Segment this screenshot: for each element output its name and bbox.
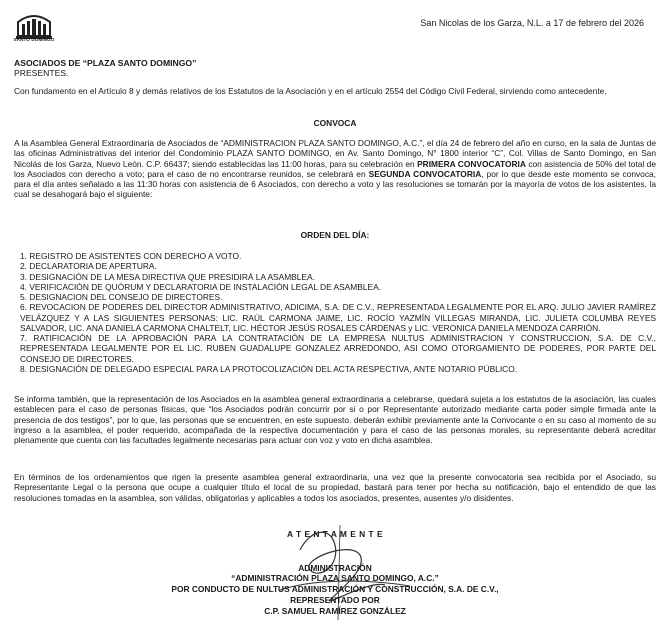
- orden-del-dia-heading: ORDEN DEL DÍA:: [300, 230, 370, 240]
- addressee-name: ASOCIADOS DE “PLAZA SANTO DOMINGO”: [14, 58, 197, 68]
- convocation-text-1: A la Asamblea General Extraordinaria de Asociados de “ADMINISTRACION PLAZA SANTO DOMINGO, A.C.”, el día 24 de febrero del año en curso, en la sala de Juntas de las oficinas Administrativas del interior del Condominio PLAZA SANTO DOMINGO, en Av. Santo Domingo, N° 1800 interior “C”, Col. Villas de Santo Domingo, en San Nicolás de los Garza, Nuevo León. C.P. 66437; siendo establecidas las 11:00 horas, para su celebración en: [14, 138, 656, 169]
- convoca-heading: CONVOCA: [313, 118, 357, 128]
- agenda-item: 7. RATIFICACIÓN DE LA APROBACIÓN PARA LA CONTRATACIÓN DE LA EMPRESA NULTUS ADMINISTRACION Y CONSTRUCCION, S.A. DE C.V., REPRESENTADA LEGALMENTE POR EL LIC. RUBEN GUADALUPE GONZALEZ ARREDONDO, ASI COMO OTORGAMIENTO DE PODERES, POR PARTE DEL CONSEJO DE DIRECTORES.: [20, 333, 656, 364]
- date-line: San Nicolas de los Garza, N.L. a 17 de febrero del 2026: [420, 18, 644, 28]
- atentamente: A T E N T A M E N T E: [286, 529, 384, 539]
- signature-line-representado: REPRESENTADO POR: [290, 595, 380, 605]
- addressee: [14, 58, 196, 79]
- convocation-text-2: con asistencia de 50% del total de los Asociados con derecho a voto; para el caso de no encontrarse reunidos, se celebrará en: [14, 158, 656, 179]
- signature-line-administracion: ADMINISTRACIÓN: [298, 563, 372, 573]
- logo-caption: SANTO DOMINGO: [13, 37, 55, 42]
- agenda-item: 1. REGISTRO DE ASISTENTES CON DERECHO A VOTO.: [20, 251, 242, 261]
- convocation-text-3: , por lo que desde este momento se convoca, para el día antes señalado a las 11:30 horas con asistencia de 6 Asociados, con derecho a voto y las resoluciones se tomarán por la mayoría de votos de los asistentes, la cual se desahogará bajo el siguiente:: [14, 168, 656, 200]
- agenda-item: 5. DESIGNACION DEL CONSEJO DE DIRECTORES.: [20, 292, 223, 302]
- agenda-list: [20, 251, 656, 374]
- representation-paragraph: Se informa también, que la representación de los Asociados en la asamblea general extraordinaria a celebrarse, quedará sujeta a los estatutos de la asociación, las cuales establecen para el caso de personas físicas, que “los Asociados podrán concurrir por si o por Representante autorizado mediante carta poder simple firmada ante la presencia de dos testigos”, por lo que, las personas que se encuentren, en este supuesto. deberán exhibir previamente ante la Convocante o en su caso al momento de su ingreso a la asamblea, el poder requerido, acompañada de la respectiva documentación y para el caso de las personas morales, su representante deberá acreditar plenamente que cuenta con las facultades legalmente necesarias para actuar con voz y voto en dicha asamblea.: [14, 394, 656, 445]
- closing-paragraph: En términos de los ordenamientos que rigen la presente asamblea general extraordinaria, una vez que la presente convocatoria sea recibida por el Asociado, su Representante Legal o la persona que ocupe a cualquier título el local de su propiedad, bastará para tener por hecha su notificación, bajo el entendido de que las resoluciones tomadas en la asamblea, son válidas, obligatorias y aplicables a todos los asociados, presentes, ausentes y/o disidentes.: [14, 472, 656, 503]
- segunda-convocatoria: SEGUNDA CONVOCATORIA: [368, 168, 482, 179]
- convocation-paragraph: [14, 138, 656, 200]
- intro-paragraph: Con fundamento en el Artículo 8 y demás relativos de los Estatutos de la Asociación y en el artículo 2554 del Código Civil Federal, sirviendo como antecedente,: [14, 86, 607, 96]
- signature-line-entity: “ADMINISTRACIÓN PLAZA SANTO DOMINGO, A.C.”: [231, 573, 439, 583]
- addressee-presentes: PRESENTES.: [14, 68, 69, 79]
- primera-convocatoria: PRIMERA CONVOCATORIA: [417, 158, 526, 169]
- signature-line-name: C.P. SAMUEL RAMÍREZ GONZÁLEZ: [264, 606, 406, 616]
- agenda-item: 3. DESIGNACIÓN DE LA MESA DIRECTIVA QUE PRESIDIRÁ LA ASAMBLEA.: [20, 271, 315, 282]
- agenda-item: 4. VERIFICACIÓN DE QUÓRUM Y DECLARATORIA DE INSTALACIÓN LEGAL DE ASAMBLEA.: [20, 281, 381, 292]
- signature-line-conducto: POR CONDUCTO DE NULTUS ADMINISTRACIÓN Y CONSTRUCCIÓN, S.A. DE C.V.,: [171, 584, 499, 594]
- agenda-item: 6. REVOCACION DE PODERES DEL DIRECTOR ADMINISTRATIVO, ADICIMA, S.A. DE C.V., REPRESENTADA LEGALMENTE POR EL ARQ. JULIO JAVIER RAMÍREZ VELÁZQUEZ Y A LAS SIGUIENTES PERSONAS: LIC. RAÚL CARMONA JAIME, LIC. ROCÍO YAZMÍN VILLEGAS MIRANDA, LIC. JULIETA COLUMBA REYES SALVADOR, LIC. ANA DANIELA CARMONA CHALTELT, LIC. HÉCTOR JESÚS ROSALES CÁRDENAS y LIC. VERONICA DANIELA MENDOZA CARRIÓN.: [20, 302, 656, 333]
- agenda-item: 8. DESIGNACIÓN DE DELEGADO ESPECIAL PARA LA PROTOCOLIZACIÓN DEL ACTA RESPECTIVA, ANTE NOTARIO PÚBLICO.: [20, 363, 518, 374]
- agenda-item: 2. DECLARATORIA DE APERTURA.: [20, 261, 157, 272]
